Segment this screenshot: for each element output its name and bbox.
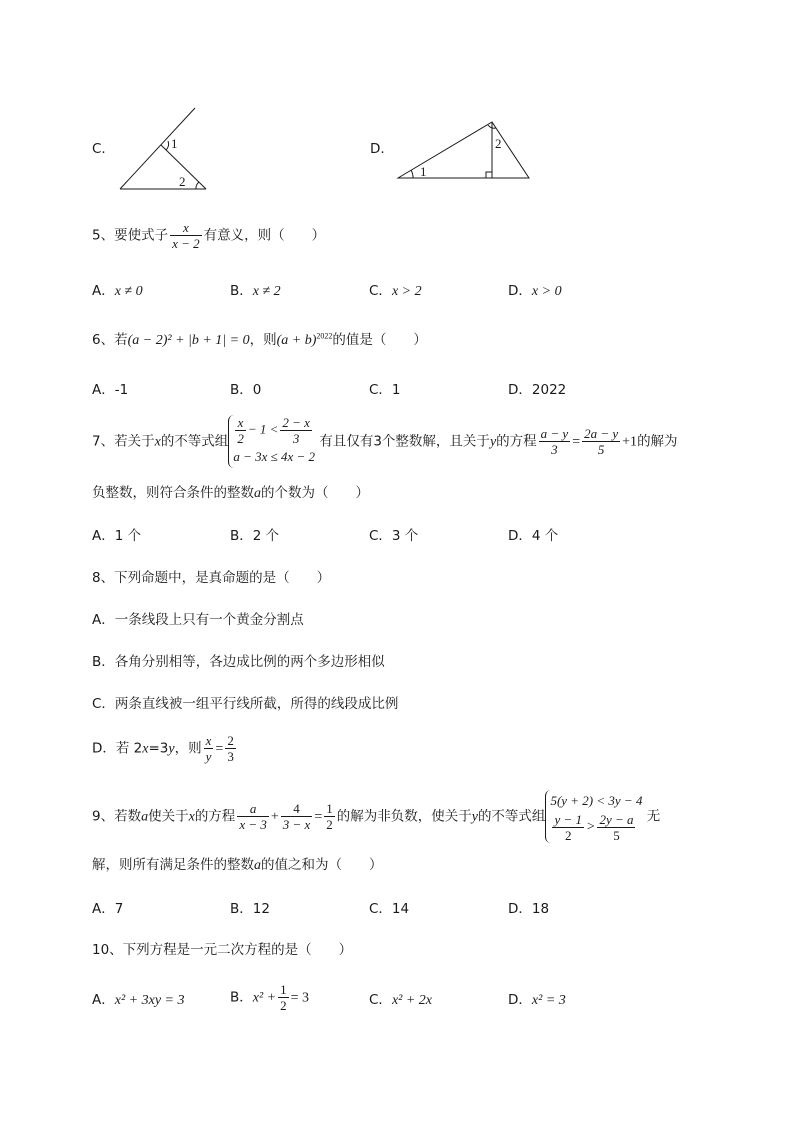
q8-option-c: C．两条直线被一组平行线所截，所得的线段成比例 — [92, 696, 399, 712]
q10-option-b: B．x² + $\frac{1}{2}$ = 3 — [230, 982, 310, 1013]
figure-c-label-1: 1 — [171, 136, 178, 151]
q10-option-c: C．x² + 2x — [369, 992, 433, 1008]
q10-option-d: D．x² = 3 — [508, 992, 566, 1008]
q7-option-b: B．2 个 — [230, 528, 280, 544]
q9-option-a: A．7 — [92, 901, 124, 917]
q6-option-c: C．1 — [369, 382, 401, 398]
question-5-stem: 5、要使式子 $\frac{x}{x - 2}$ 有意义，则（ ） — [92, 220, 326, 251]
q8-option-d: D．若 2x=3y，则 $\frac{x}{y}$ = $\frac{2}{3}$ — [92, 733, 234, 764]
q10-option-a: A．x² + 3xy = 3 — [92, 992, 185, 1008]
figure-c-angle1-arc — [166, 141, 169, 150]
question-8-stem: 8、下列命题中，是真命题的是（ ） — [92, 570, 331, 586]
option-d-label: D. — [370, 141, 385, 157]
q9-option-c: C．14 — [369, 901, 410, 917]
q7-option-d: D．4 个 — [508, 528, 559, 544]
q5-option-d: D．x > 0 — [508, 283, 562, 299]
figure-d — [390, 110, 540, 185]
figure-d-angle1-arc — [411, 170, 413, 178]
option-c-label: C. — [92, 141, 106, 157]
figure-d-label-2: 2 — [495, 136, 502, 151]
figure-c-label-2: 2 — [179, 174, 186, 189]
figure-c — [110, 100, 220, 195]
q8-option-a: A．一条线段上只有一个黄金分割点 — [92, 612, 304, 628]
figure-d-right-angle — [486, 172, 492, 178]
question-9-stem: 9、若数a使关于x的方程 $\frac{a}{x - 3}$ + $\frac{4}{3 - x}$ = $\frac{1}{2}$ 的解为非负数，使关于y的不等式组 5(y + 2) < 3y − 4 $\frac{y - 1}{2}$ > $\frac{2y - a}{5}$ 无 — [92, 790, 660, 843]
q5-option-c: C．x > 2 — [369, 283, 422, 299]
q7-option-c: C．3 个 — [369, 528, 419, 544]
q9-option-d: D．18 — [508, 901, 550, 917]
figure-d-label-1: 1 — [420, 164, 427, 179]
q9-inequality-system: 5(y + 2) < 3y − 4 $\frac{y - 1}{2}$ > $\frac{2y - a}{5}$ — [545, 790, 642, 843]
q7-inequality-system: $\frac{x}{2}$ − 1 < $\frac{2 - x}{3}$ a − 3x ≤ 4x − 2 — [228, 415, 315, 468]
question-7-line2: 负整数，则符合条件的整数a的个数为（ ） — [92, 485, 369, 501]
q9-option-b: B．12 — [230, 901, 270, 917]
q7-eq-frac2: $\frac{2a - y}{5}$ — [584, 426, 619, 457]
q7-option-a: A．1 个 — [92, 528, 142, 544]
q8-option-b: B．各角分别相等，各边成比例的两个多边形相似 — [92, 654, 385, 670]
figure-d-triangle — [398, 122, 529, 178]
q5-fraction: $\frac{x}{x - 2}$ — [172, 220, 200, 251]
q7-eq-frac1: $\frac{a - y}{3}$ — [540, 426, 569, 457]
question-10-stem: 10、下列方程是一元二次方程的是（ ） — [92, 942, 353, 958]
q5-option-a: A．x ≠ 0 — [92, 283, 143, 299]
question-6-stem: 6、若(a − 2)² + |b + 1| = 0，则$(a + b)^{2022}$的值是（ ） — [92, 331, 427, 348]
q6-option-a: A．-1 — [92, 382, 129, 398]
question-7-stem: 7、若关于x的不等式组 $\frac{x}{2}$ − 1 < $\frac{2 - x}{3}$ a − 3x ≤ 4x − 2 有且仅有3个整数解，且关于y的方程 $\frac{a - y}{3}$ = $\frac{2a - y}{5}$ +1的解为 — [92, 415, 678, 468]
question-9-line2: 解，则所有满足条件的整数a的值之和为（ ） — [92, 857, 383, 873]
q6-option-d: D．2022 — [508, 382, 567, 398]
q6-option-b: B．0 — [230, 382, 262, 398]
q5-option-b: B．x ≠ 2 — [230, 283, 281, 299]
figure-c-angle2-arc — [196, 182, 199, 189]
